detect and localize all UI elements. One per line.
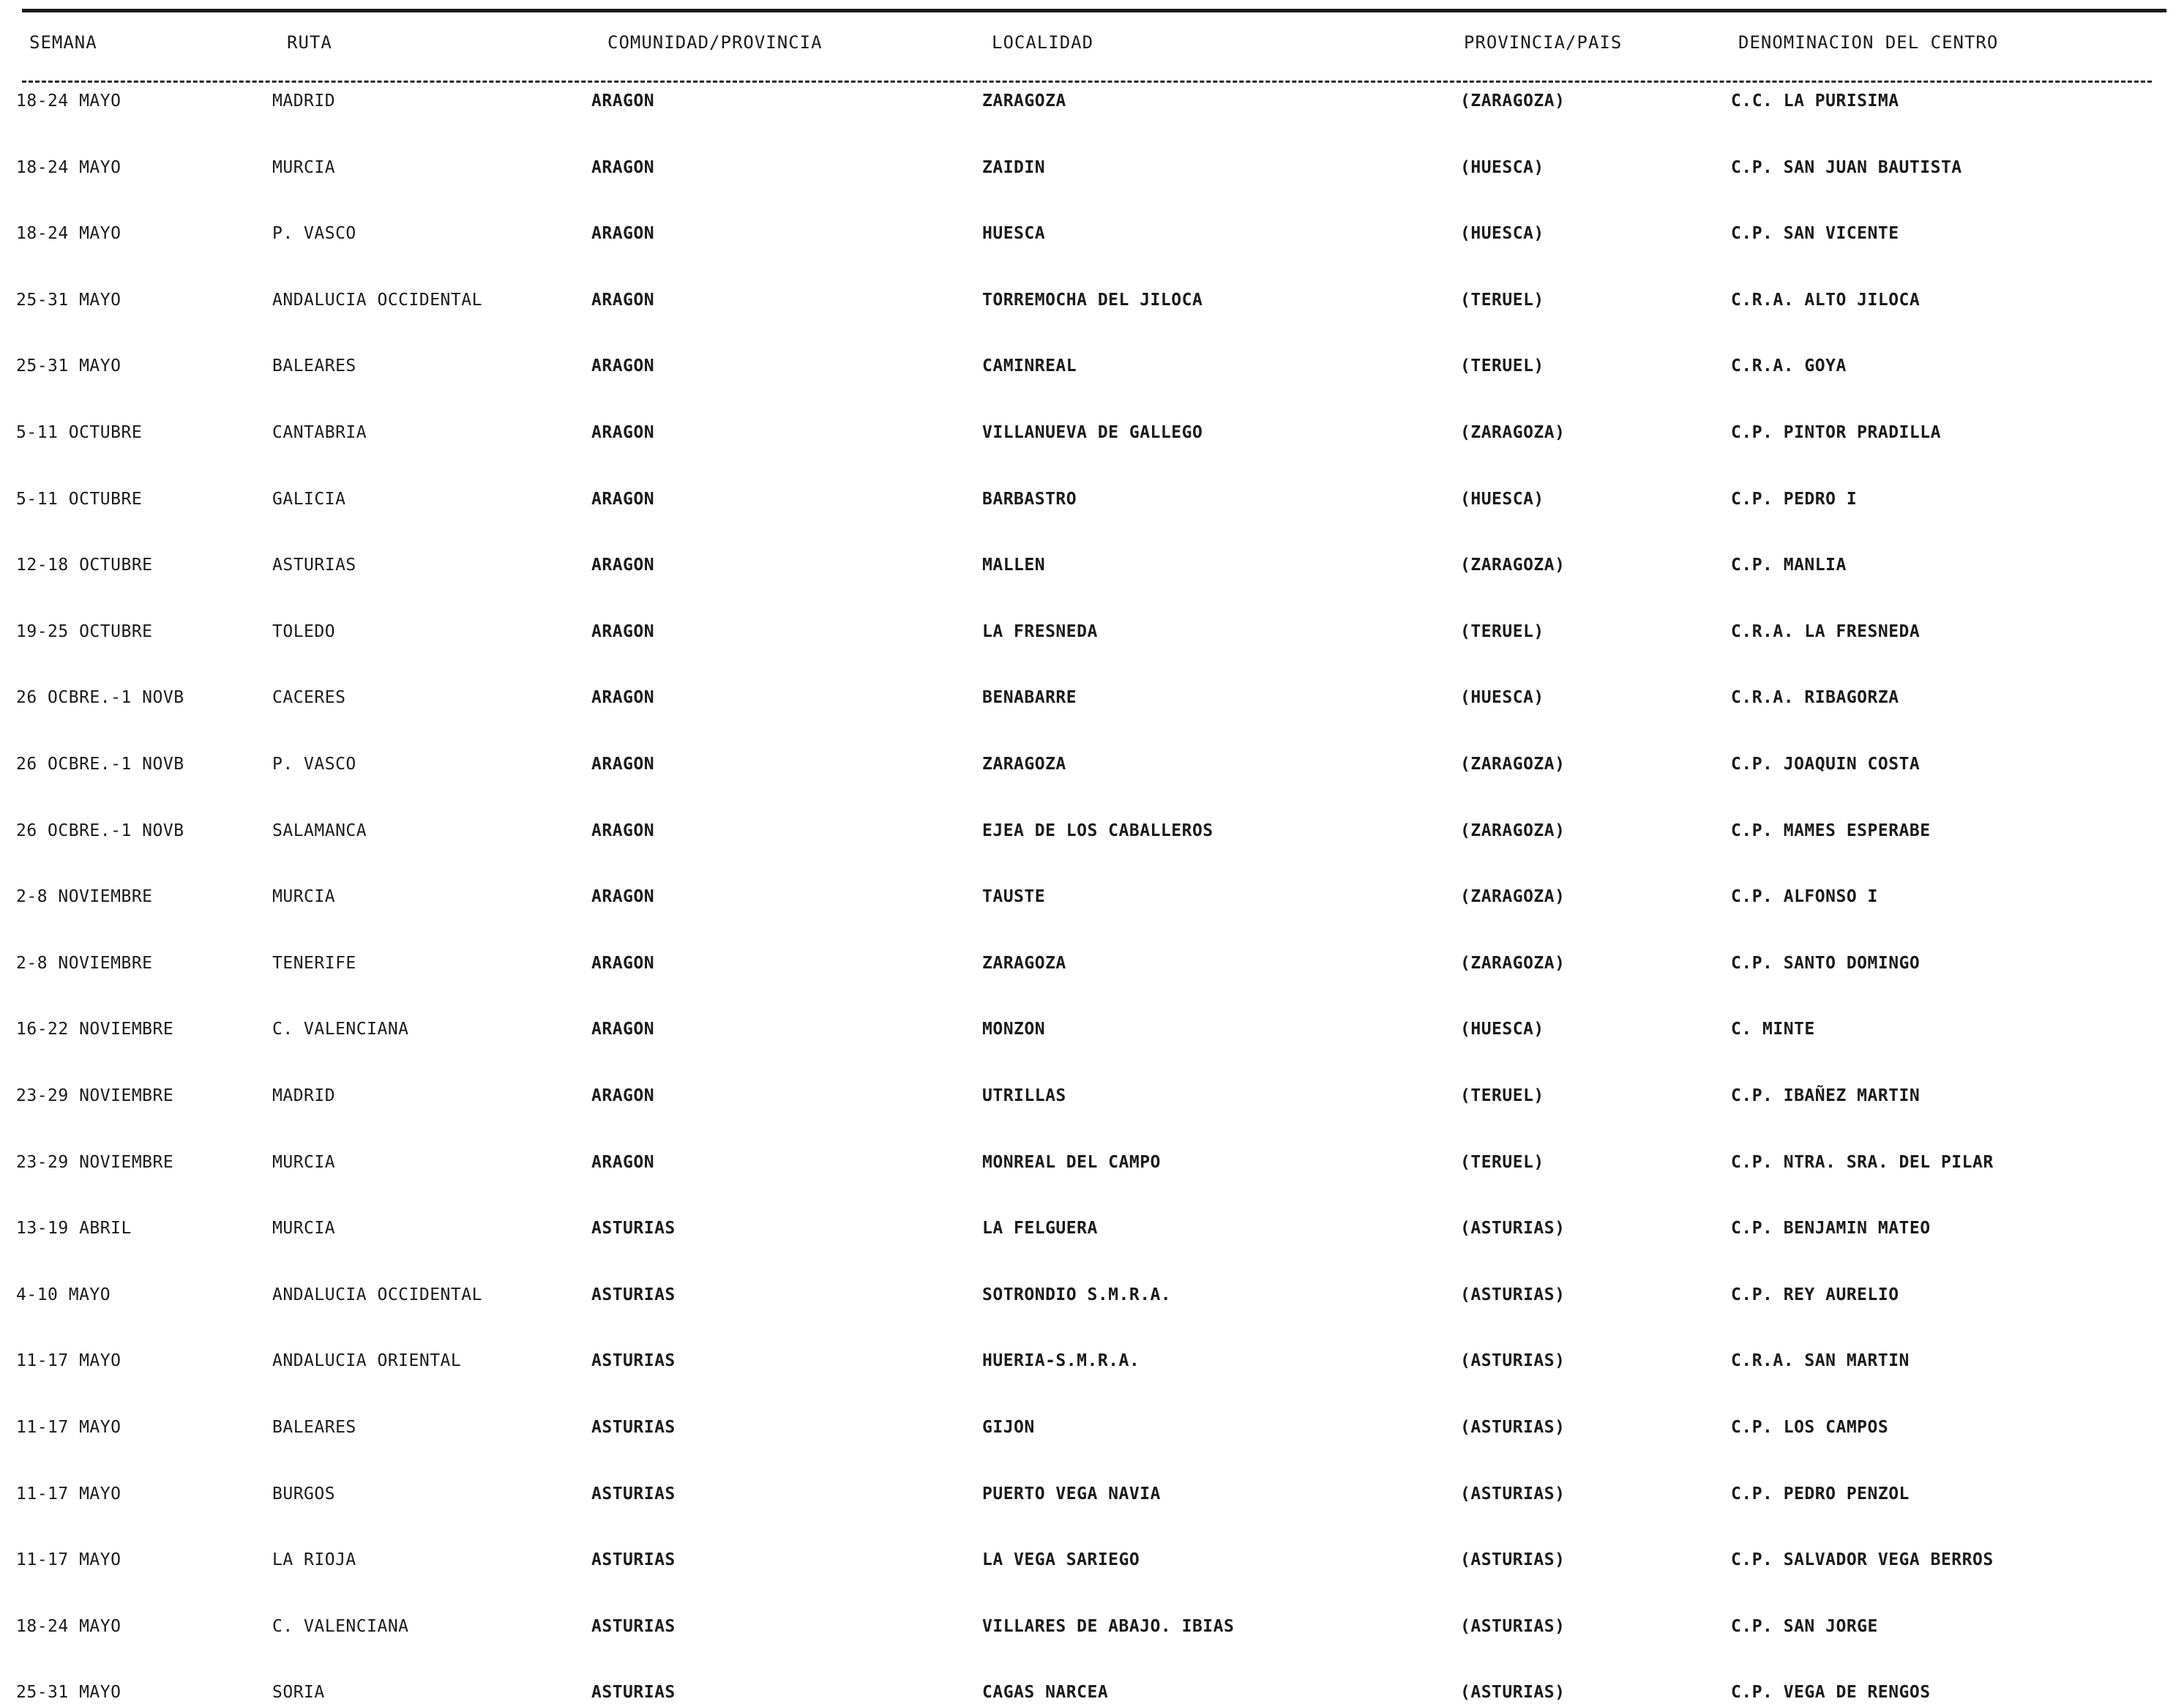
cell-localidad: CAGAS NARCEA: [982, 1683, 1109, 1702]
cell-provincia: (ZARAGOZA): [1460, 423, 1566, 442]
cell-centro: C.P. MANLIA: [1731, 556, 1847, 575]
table-row: [0, 86, 2184, 116]
table-row: [0, 949, 2184, 978]
cell-ruta: ANDALUCIA OCCIDENTAL: [272, 291, 482, 310]
cell-ruta: GALICIA: [272, 490, 346, 509]
cell-centro: C. MINTE: [1731, 1020, 1815, 1039]
cell-centro: C.R.A. GOYA: [1731, 356, 1847, 376]
cell-provincia: (TERUEL): [1460, 622, 1544, 641]
cell-comunidad: ASTURIAS: [591, 1550, 676, 1569]
table-header: [0, 28, 2184, 57]
cell-semana: 13-19 ABRIL: [16, 1219, 132, 1238]
cell-provincia: (ZARAGOZA): [1460, 755, 1566, 774]
cell-centro: C.R.A. ALTO JILOCA: [1731, 291, 1921, 310]
cell-ruta: BALEARES: [272, 1418, 356, 1437]
cell-localidad: VILLARES DE ABAJO. IBIAS: [982, 1617, 1235, 1636]
cell-centro: C.P. JOAQUIN COSTA: [1731, 755, 1921, 774]
cell-centro: C.P. IBAÑEZ MARTIN: [1731, 1086, 1921, 1105]
cell-ruta: MURCIA: [272, 158, 336, 177]
table-row: [0, 816, 2184, 845]
cell-localidad: ZARAGOZA: [982, 755, 1066, 774]
table-row: [0, 1280, 2184, 1310]
cell-ruta: MADRID: [272, 1086, 336, 1105]
cell-provincia: (ZARAGOZA): [1460, 91, 1566, 111]
table-row: [0, 1015, 2184, 1044]
cell-semana: 11-17 MAYO: [16, 1418, 121, 1437]
cell-localidad: ZARAGOZA: [982, 91, 1066, 111]
table-row: [0, 882, 2184, 911]
cell-localidad: MONZON: [982, 1020, 1046, 1039]
cell-comunidad: ARAGON: [591, 887, 655, 906]
cell-semana: 26 OCBRE.-1 NOVB: [16, 755, 184, 774]
header-provincia: PROVINCIA/PAIS: [1464, 32, 1623, 53]
cell-ruta: CANTABRIA: [272, 423, 367, 442]
cell-localidad: ZARAGOZA: [982, 954, 1066, 973]
cell-localidad: CAMINREAL: [982, 356, 1077, 376]
cell-ruta: BALEARES: [272, 356, 356, 376]
table-row: [0, 750, 2184, 779]
cell-localidad: HUERIA-S.M.R.A.: [982, 1351, 1140, 1370]
cell-semana: 18-24 MAYO: [16, 1617, 121, 1636]
cell-semana: 5-11 OCTUBRE: [16, 490, 143, 509]
cell-ruta: MURCIA: [272, 1153, 336, 1172]
cell-ruta: SORIA: [272, 1683, 325, 1702]
header-divider: [22, 81, 2152, 83]
cell-provincia: (HUESCA): [1460, 1020, 1544, 1039]
cell-semana: 19-25 OCTUBRE: [16, 622, 153, 641]
cell-semana: 25-31 MAYO: [16, 291, 121, 310]
cell-provincia: (ZARAGOZA): [1460, 887, 1566, 906]
cell-comunidad: ASTURIAS: [591, 1617, 676, 1636]
cell-ruta: P. VASCO: [272, 224, 356, 243]
table-row: [0, 1148, 2184, 1177]
table-row: [0, 1413, 2184, 1442]
cell-comunidad: ARAGON: [591, 158, 655, 177]
cell-localidad: TAUSTE: [982, 887, 1046, 906]
cell-centro: C.C. LA PURISIMA: [1731, 91, 1899, 111]
cell-ruta: MURCIA: [272, 1219, 336, 1238]
cell-comunidad: ASTURIAS: [591, 1683, 676, 1702]
cell-localidad: MONREAL DEL CAMPO: [982, 1153, 1161, 1172]
cell-semana: 2-8 NOVIEMBRE: [16, 887, 153, 906]
cell-provincia: (ASTURIAS): [1460, 1484, 1566, 1504]
cell-comunidad: ASTURIAS: [591, 1285, 676, 1304]
cell-provincia: (TERUEL): [1460, 1153, 1544, 1172]
table-row: [0, 285, 2184, 315]
cell-ruta: BURGOS: [272, 1484, 336, 1504]
cell-provincia: (TERUEL): [1460, 291, 1544, 310]
table-row: [0, 219, 2184, 248]
cell-centro: C.P. MAMES ESPERABE: [1731, 821, 1931, 840]
cell-comunidad: ASTURIAS: [591, 1219, 676, 1238]
cell-provincia: (TERUEL): [1460, 1086, 1544, 1105]
header-comunidad: COMUNIDAD/PROVINCIA: [607, 32, 823, 53]
cell-comunidad: ARAGON: [591, 688, 655, 707]
cell-centro: C.P. NTRA. SRA. DEL PILAR: [1731, 1153, 1994, 1172]
cell-comunidad: ARAGON: [591, 755, 655, 774]
cell-localidad: VILLANUEVA DE GALLEGO: [982, 423, 1203, 442]
cell-comunidad: ARAGON: [591, 1086, 655, 1105]
cell-semana: 16-22 NOVIEMBRE: [16, 1020, 174, 1039]
cell-provincia: (ASTURIAS): [1460, 1285, 1566, 1304]
cell-ruta: ANDALUCIA OCCIDENTAL: [272, 1285, 482, 1304]
cell-centro: C.P. PINTOR PRADILLA: [1731, 423, 1941, 442]
cell-centro: C.P. PEDRO I: [1731, 490, 1858, 509]
cell-centro: C.R.A. SAN MARTIN: [1731, 1351, 1910, 1370]
cell-localidad: HUESCA: [982, 224, 1046, 243]
cell-semana: 11-17 MAYO: [16, 1351, 121, 1370]
table-row: [0, 550, 2184, 580]
cell-comunidad: ASTURIAS: [591, 1418, 676, 1437]
cell-semana: 18-24 MAYO: [16, 91, 121, 111]
cell-centro: C.P. SAN VICENTE: [1731, 224, 1899, 243]
table-row: [0, 153, 2184, 182]
cell-semana: 18-24 MAYO: [16, 224, 121, 243]
cell-semana: 25-31 MAYO: [16, 1683, 121, 1702]
cell-comunidad: ARAGON: [591, 224, 655, 243]
cell-provincia: (ASTURIAS): [1460, 1351, 1566, 1370]
cell-provincia: (ASTURIAS): [1460, 1683, 1566, 1702]
cell-comunidad: ARAGON: [591, 291, 655, 310]
cell-localidad: LA VEGA SARIEGO: [982, 1550, 1140, 1569]
cell-comunidad: ARAGON: [591, 91, 655, 111]
cell-semana: 2-8 NOVIEMBRE: [16, 954, 153, 973]
cell-provincia: (ZARAGOZA): [1460, 556, 1566, 575]
cell-comunidad: ARAGON: [591, 954, 655, 973]
header-ruta: RUTA: [287, 32, 332, 53]
cell-localidad: LA FELGUERA: [982, 1219, 1098, 1238]
table-row: [0, 351, 2184, 381]
cell-centro: C.R.A. RIBAGORZA: [1731, 688, 1899, 707]
cell-provincia: (HUESCA): [1460, 490, 1544, 509]
cell-centro: C.P. BENJAMIN MATEO: [1731, 1219, 1931, 1238]
cell-ruta: TOLEDO: [272, 622, 336, 641]
cell-centro: C.P. SALVADOR VEGA BERROS: [1731, 1550, 1994, 1569]
cell-localidad: ZAIDIN: [982, 158, 1046, 177]
table-row: [0, 1612, 2184, 1641]
cell-provincia: (HUESCA): [1460, 688, 1544, 707]
cell-ruta: MADRID: [272, 91, 336, 111]
cell-comunidad: ASTURIAS: [591, 1351, 676, 1370]
cell-provincia: (HUESCA): [1460, 158, 1544, 177]
top-rule: [22, 9, 2166, 12]
table-row: [0, 1678, 2184, 1707]
cell-ruta: TENERIFE: [272, 954, 356, 973]
cell-centro: C.P. SAN JUAN BAUTISTA: [1731, 158, 1962, 177]
cell-ruta: C. VALENCIANA: [272, 1617, 409, 1636]
cell-provincia: (ASTURIAS): [1460, 1617, 1566, 1636]
cell-localidad: EJEA DE LOS CABALLEROS: [982, 821, 1213, 840]
cell-semana: 5-11 OCTUBRE: [16, 423, 143, 442]
header-semana: SEMANA: [29, 32, 97, 53]
cell-semana: 4-10 MAYO: [16, 1285, 111, 1304]
cell-provincia: (TERUEL): [1460, 356, 1544, 376]
cell-comunidad: ARAGON: [591, 490, 655, 509]
cell-comunidad: ARAGON: [591, 821, 655, 840]
table-row: [0, 1545, 2184, 1575]
cell-semana: 26 OCBRE.-1 NOVB: [16, 821, 184, 840]
cell-centro: C.R.A. LA FRESNEDA: [1731, 622, 1921, 641]
cell-semana: 23-29 NOVIEMBRE: [16, 1153, 174, 1172]
cell-provincia: (ASTURIAS): [1460, 1219, 1566, 1238]
cell-comunidad: ARAGON: [591, 556, 655, 575]
cell-provincia: (ASTURIAS): [1460, 1418, 1566, 1437]
table-row: [0, 1081, 2184, 1110]
cell-localidad: LA FRESNEDA: [982, 622, 1098, 641]
cell-ruta: C. VALENCIANA: [272, 1020, 409, 1039]
cell-provincia: (ZARAGOZA): [1460, 954, 1566, 973]
cell-ruta: LA RIOJA: [272, 1550, 356, 1569]
cell-semana: 18-24 MAYO: [16, 158, 121, 177]
table-row: [0, 617, 2184, 646]
table-row: [0, 683, 2184, 712]
cell-ruta: SALAMANCA: [272, 821, 367, 840]
cell-comunidad: ARAGON: [591, 1153, 655, 1172]
table-row: [0, 418, 2184, 447]
cell-localidad: BARBASTRO: [982, 490, 1077, 509]
cell-localidad: TORREMOCHA DEL JILOCA: [982, 291, 1203, 310]
header-localidad: LOCALIDAD: [992, 32, 1094, 53]
cell-comunidad: ASTURIAS: [591, 1484, 676, 1504]
cell-provincia: (HUESCA): [1460, 224, 1544, 243]
cell-semana: 12-18 OCTUBRE: [16, 556, 153, 575]
cell-localidad: SOTRONDIO S.M.R.A.: [982, 1285, 1172, 1304]
cell-ruta: ANDALUCIA ORIENTAL: [272, 1351, 462, 1370]
cell-semana: 11-17 MAYO: [16, 1550, 121, 1569]
cell-provincia: (ASTURIAS): [1460, 1550, 1566, 1569]
table-row: [0, 1214, 2184, 1243]
cell-centro: C.P. LOS CAMPOS: [1731, 1418, 1889, 1437]
cell-centro: C.P. VEGA DE RENGOS: [1731, 1683, 1931, 1702]
table-row: [0, 1479, 2184, 1509]
cell-semana: 25-31 MAYO: [16, 356, 121, 376]
table-row: [0, 485, 2184, 514]
cell-semana: 23-29 NOVIEMBRE: [16, 1086, 174, 1105]
cell-centro: C.P. PEDRO PENZOL: [1731, 1484, 1910, 1504]
cell-ruta: MURCIA: [272, 887, 336, 906]
cell-centro: C.P. ALFONSO I: [1731, 887, 1878, 906]
cell-localidad: GIJON: [982, 1418, 1035, 1437]
cell-comunidad: ARAGON: [591, 622, 655, 641]
cell-localidad: UTRILLAS: [982, 1086, 1066, 1105]
cell-localidad: MALLEN: [982, 556, 1046, 575]
cell-comunidad: ARAGON: [591, 356, 655, 376]
cell-semana: 26 OCBRE.-1 NOVB: [16, 688, 184, 707]
cell-centro: C.P. SAN JORGE: [1731, 1617, 1878, 1636]
header-centro: DENOMINACION DEL CENTRO: [1738, 32, 1999, 53]
cell-semana: 11-17 MAYO: [16, 1484, 121, 1504]
cell-centro: C.P. SANTO DOMINGO: [1731, 954, 1921, 973]
cell-comunidad: ARAGON: [591, 423, 655, 442]
cell-comunidad: ARAGON: [591, 1020, 655, 1039]
cell-localidad: PUERTO VEGA NAVIA: [982, 1484, 1161, 1504]
cell-ruta: P. VASCO: [272, 755, 356, 774]
cell-ruta: CACERES: [272, 688, 346, 707]
table-row: [0, 1346, 2184, 1375]
cell-provincia: (ZARAGOZA): [1460, 821, 1566, 840]
cell-ruta: ASTURIAS: [272, 556, 356, 575]
cell-localidad: BENABARRE: [982, 688, 1077, 707]
cell-centro: C.P. REY AURELIO: [1731, 1285, 1899, 1304]
